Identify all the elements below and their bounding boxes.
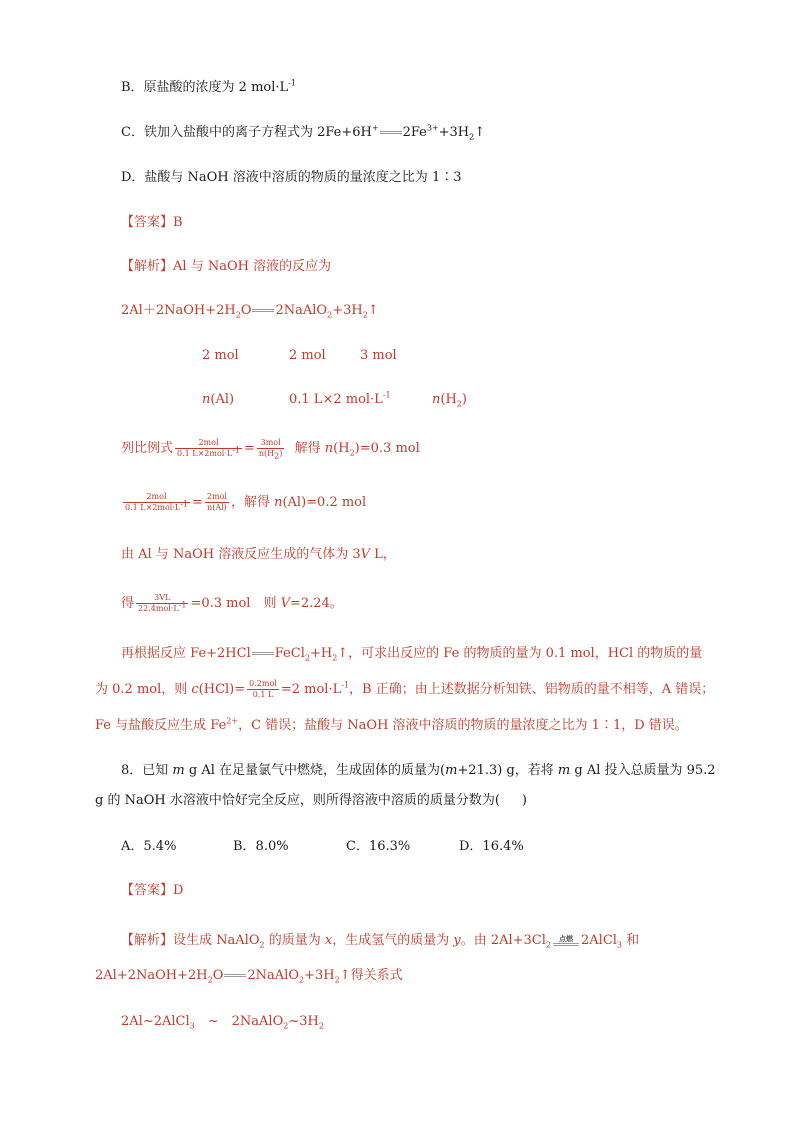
fraction: $\frac{\text{2mol}}{n(Al)}$: [206, 492, 227, 512]
relation-formula: 2Al~2AlCl$_3$ ~ $2NaAlO_2\sim 3H_2$: [121, 1014, 324, 1031]
option-c: C．铁加入盐酸中的离子方程式为 2Fe+6H+ $2Fe^{3+}+3H_2↑$: [121, 123, 486, 142]
explanation-label: 【解析】: [121, 933, 174, 948]
choice-d: D．16.4%: [459, 839, 524, 854]
explanation-2-line-2: $2Al+2NaOH+2H_2O$ $2NaAlO_2+3H_2↑$得关系式: [95, 968, 403, 985]
equals-sign-icon: [252, 652, 274, 655]
paragraph-line-1: 再根据反应 Fe+2HCl $FeCl_2+H_2↑$，可求出反应的 Fe 的物质的量为 0.1 mol，HCl 的物质的量: [121, 646, 703, 663]
stoich-row-2b: 0.1 L×2 $mol\cdot L^{-1}$: [289, 390, 391, 407]
fraction: $\frac{\text{2mol}}{0.1 L\times 2mol\cdot L^{-1}}$: [125, 492, 188, 512]
answer-label: 【答案】: [121, 883, 174, 898]
gas-volume-text: 由 Al 与 NaOH 溶液反应生成的气体为 3V L，: [121, 547, 396, 562]
question-8-line-2: g 的 NaOH 水溶液中恰好完全反应，则所得溶液中溶质的质量分数为( ): [95, 793, 527, 808]
choice-c: C．16.3%: [346, 839, 411, 854]
answer-label: 【答案】: [121, 215, 174, 230]
reaction-equation-1: $2Al+2NaOH+2H_2O$ $2NaAlO_2+3H_2↑$: [121, 303, 379, 320]
fraction: $\frac{\text{3mol}}{n(H_2)}$: [258, 438, 283, 461]
answer-value: B: [173, 215, 183, 230]
paragraph-line-3: Fe 与盐酸反应生成 $Fe^{2+}$，C 错误；盐酸与 NaOH 溶液中溶质的物质的量浓度之比为 1∶1，D 错误。: [95, 716, 688, 733]
fraction: $\frac{3VL}{22.4mol\cdot L^{-1}}$: [138, 593, 187, 613]
explanation-label: 【解析】: [121, 259, 174, 274]
equals-sign-icon: [380, 131, 402, 134]
equals-sign-icon: [252, 309, 274, 312]
fraction: $\frac{\text{0.2mol}}{0.1 L}$: [249, 679, 277, 699]
option-b-text: B．原盐酸的浓度为 2 mol: [121, 80, 276, 95]
choice-b: B．8.0%: [233, 839, 289, 854]
equals-sign-icon: [224, 974, 246, 977]
paragraph-line-2: 为 0.2 mol，则 c(HCl)= $\frac{\text{0.2mol}}{0.1 L}$ =2 $mol\cdot L^{-1}$，B 正确；由上述数据分析知铁、铝物质的量不相等，A 错误；: [95, 679, 715, 699]
answer-2: [121, 882, 183, 900]
stoich-row-1a: 2 mol: [202, 348, 239, 363]
option-d: D．盐酸与 NaOH 溶液中溶质的物质的量浓度之比为 1∶3: [121, 170, 462, 185]
answer-1: [121, 214, 183, 232]
stoich-row-1b: 2 mol: [289, 348, 326, 363]
reaction-condition: 点燃: [553, 935, 579, 946]
stoich-row-2c: $n(H_2)$: [432, 392, 467, 409]
option-b: B．原盐酸的浓度为 2 $mol\cdot L^{-1}$: [121, 78, 296, 95]
fraction: $\frac{\text{2mol}}{0.1 L\times 2mol\cdot L^{-1}}$: [177, 438, 240, 458]
volume-calc: 得 $\frac{3VL}{22.4mol\cdot L^{-1}}$ =0.3 mol 则 V=2.24。: [121, 593, 343, 613]
ratio-equation-2: $\frac{\text{2mol}}{0.1 L\times 2mol\cdot L^{-1}}$ = $\frac{\text{2mol}}{n(Al)}$ ，解得 n(Al)=0.2 mol: [125, 492, 367, 512]
question-8-line-1: 8．已知 m g Al 在足量氯气中燃烧，生成固体的质量为(m+21.3) g，若将 m g Al 投入总质量为 95.2: [121, 763, 716, 778]
stoich-row-1c: 3 mol: [360, 348, 397, 363]
ratio-equation-1: 列比例式 $\frac{\text{2mol}}{0.1 L\times 2mol\cdot L^{-1}}$ = $\frac{\text{3mol}}{n(H_2)}$ 解得 $n(H_2)=0.3$ mol: [121, 438, 420, 461]
answer-value: D: [173, 883, 184, 898]
explanation-1: 【解析】Al 与 NaOH 溶液的反应为: [121, 259, 332, 274]
choice-a: A．5.4%: [121, 839, 177, 854]
stoich-row-2a: n(Al): [202, 392, 235, 407]
explanation-2-line-1: 【解析】设生成 NaAlO$_2$ 的质量为 x，生成氢气的质量为 y。由 $2Al+3Cl_2$ 点燃 2AlCl$_3$ 和: [121, 933, 640, 950]
